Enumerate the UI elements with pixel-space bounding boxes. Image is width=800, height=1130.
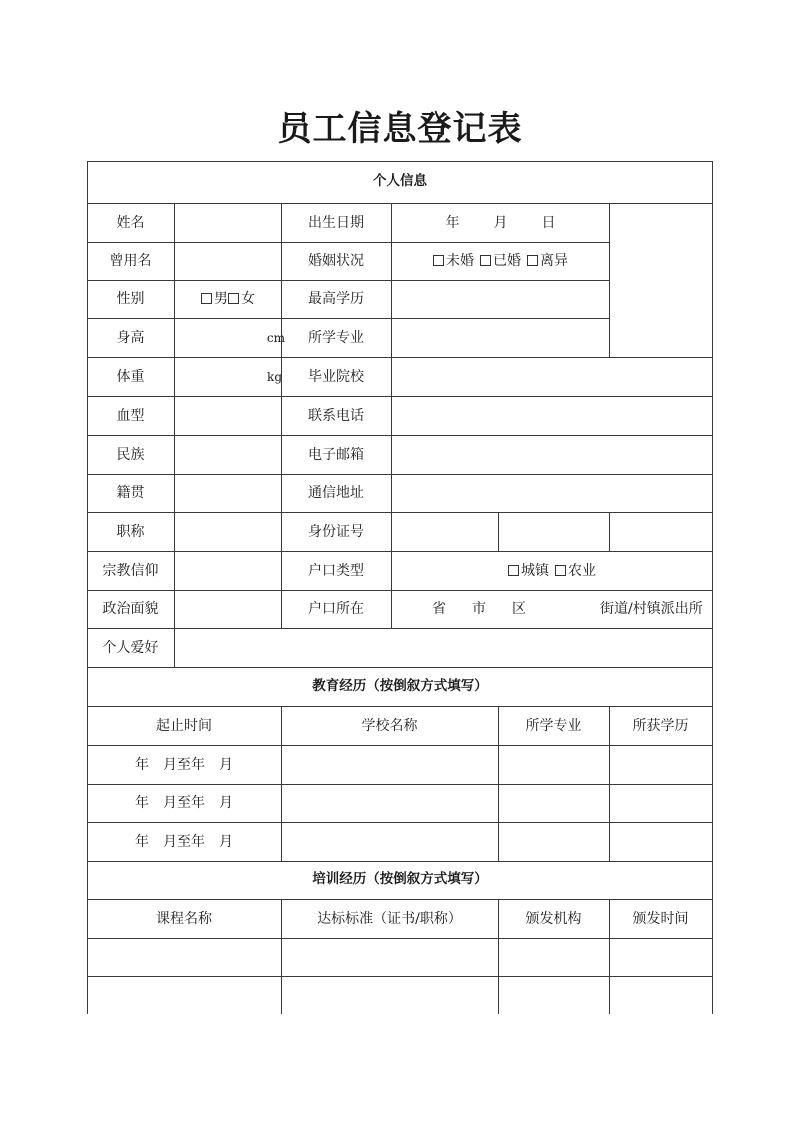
- political-status-field[interactable]: [175, 590, 281, 628]
- gender-option-female[interactable]: 女: [228, 292, 255, 306]
- weight-field[interactable]: [175, 357, 281, 396]
- grid-line: [87, 938, 713, 939]
- edu-row-period[interactable]: 年 月至年 月: [135, 833, 233, 850]
- checkbox-icon[interactable]: [480, 255, 491, 266]
- label-phone: 联系电话: [308, 407, 364, 424]
- section-title-training: 培训经历（按倒叙方式填写）: [312, 871, 488, 888]
- education-field[interactable]: [392, 280, 609, 318]
- section-title-education: 教育经历（按倒叙方式填写）: [312, 677, 488, 694]
- label-major: 所学专业: [308, 329, 364, 346]
- checkbox-icon[interactable]: [555, 565, 566, 576]
- height-field[interactable]: [175, 318, 285, 357]
- school-field[interactable]: [392, 357, 712, 396]
- hukou-option-urban[interactable]: 城镇: [508, 564, 549, 578]
- height-unit: cm: [266, 330, 285, 345]
- birth-month-unit: 月: [493, 214, 508, 231]
- label-political-status: 政治面貌: [102, 601, 159, 617]
- weight-unit: kg: [267, 369, 282, 384]
- train-header-course: 课程名称: [156, 910, 212, 927]
- label-height: 身高: [116, 329, 145, 346]
- hobbies-field[interactable]: [175, 628, 712, 667]
- checkbox-icon[interactable]: [527, 255, 538, 266]
- checkbox-icon[interactable]: [508, 565, 519, 576]
- label-name: 姓名: [116, 214, 145, 231]
- religion-field[interactable]: [175, 551, 281, 590]
- edu-row-period[interactable]: 年 月至年 月: [135, 756, 233, 773]
- label-native-place: 籍贯: [116, 485, 145, 501]
- gender-options: [175, 280, 281, 318]
- train-header-issue-date: 颁发时间: [632, 910, 689, 927]
- label-hobbies: 个人爱好: [102, 639, 159, 656]
- gender-option-male[interactable]: 男: [201, 292, 228, 306]
- label-hukou-location: 户口所在: [308, 601, 364, 617]
- train-header-issuer: 颁发机构: [525, 910, 582, 927]
- birth-date-field[interactable]: [392, 203, 609, 242]
- hukou-location-field[interactable]: [392, 590, 712, 628]
- hukou-option-rural[interactable]: 农业: [555, 564, 596, 578]
- marital-option-married[interactable]: 已婚: [480, 254, 521, 268]
- birth-day-unit: 日: [541, 214, 556, 231]
- name-field[interactable]: [175, 203, 281, 242]
- id-extra-field[interactable]: [610, 512, 712, 551]
- edu-header-period: 起止时间: [156, 717, 212, 734]
- label-former-name: 曾用名: [109, 253, 152, 269]
- hukou-district-unit: 区: [512, 601, 526, 617]
- checkbox-icon[interactable]: [228, 293, 239, 304]
- edu-header-degree: 所获学历: [632, 717, 689, 734]
- birth-year-unit: 年: [445, 214, 460, 231]
- label-religion: 宗教信仰: [102, 562, 159, 579]
- job-title-field[interactable]: [175, 512, 281, 551]
- id-extra-field[interactable]: [499, 512, 609, 551]
- label-ethnicity: 民族: [116, 446, 145, 463]
- edu-header-school: 学校名称: [361, 717, 418, 734]
- phone-field[interactable]: [392, 396, 712, 435]
- label-gender: 性别: [116, 291, 145, 307]
- hukou-province-unit: 省: [432, 601, 446, 617]
- checkbox-icon[interactable]: [433, 255, 444, 266]
- email-field[interactable]: [392, 435, 712, 474]
- section-title-personal: 个人信息: [373, 173, 427, 190]
- label-job-title: 职称: [116, 523, 145, 540]
- label-marital-status: 婚姻状况: [308, 253, 364, 269]
- label-blood-type: 血型: [116, 407, 145, 424]
- edu-row-period[interactable]: 年 月至年 月: [135, 795, 233, 811]
- label-birth-date: 出生日期: [308, 214, 364, 231]
- ethnicity-field[interactable]: [175, 435, 281, 474]
- label-id-number: 身份证号: [308, 523, 364, 540]
- grid-line: [87, 976, 713, 977]
- native-place-field[interactable]: [175, 474, 281, 512]
- id-number-field[interactable]: [392, 512, 498, 551]
- hukou-station-unit: 街道/村镇派出所: [600, 601, 703, 617]
- label-address: 通信地址: [308, 485, 364, 501]
- address-field[interactable]: [392, 474, 712, 512]
- edu-header-major: 所学专业: [525, 717, 582, 734]
- page-title: 员工信息登记表: [277, 109, 523, 149]
- hukou-city-unit: 市: [472, 601, 486, 617]
- train-header-standard: 达标标准（证书/职称）: [317, 910, 462, 927]
- hukou-type-options: [392, 551, 712, 590]
- major-field[interactable]: [392, 318, 609, 357]
- photo-field[interactable]: [610, 203, 712, 357]
- marital-option-unmarried[interactable]: 未婚: [433, 254, 474, 268]
- former-name-field[interactable]: [175, 242, 281, 280]
- marital-option-divorced[interactable]: 离异: [527, 254, 568, 268]
- marital-status-options: [392, 242, 609, 280]
- blood-type-field[interactable]: [175, 396, 281, 435]
- label-weight: 体重: [116, 368, 145, 385]
- checkbox-icon[interactable]: [201, 293, 212, 304]
- label-education: 最高学历: [308, 291, 364, 307]
- label-school: 毕业院校: [308, 368, 364, 385]
- label-hukou-type: 户口类型: [308, 562, 364, 579]
- label-email: 电子邮箱: [308, 446, 364, 463]
